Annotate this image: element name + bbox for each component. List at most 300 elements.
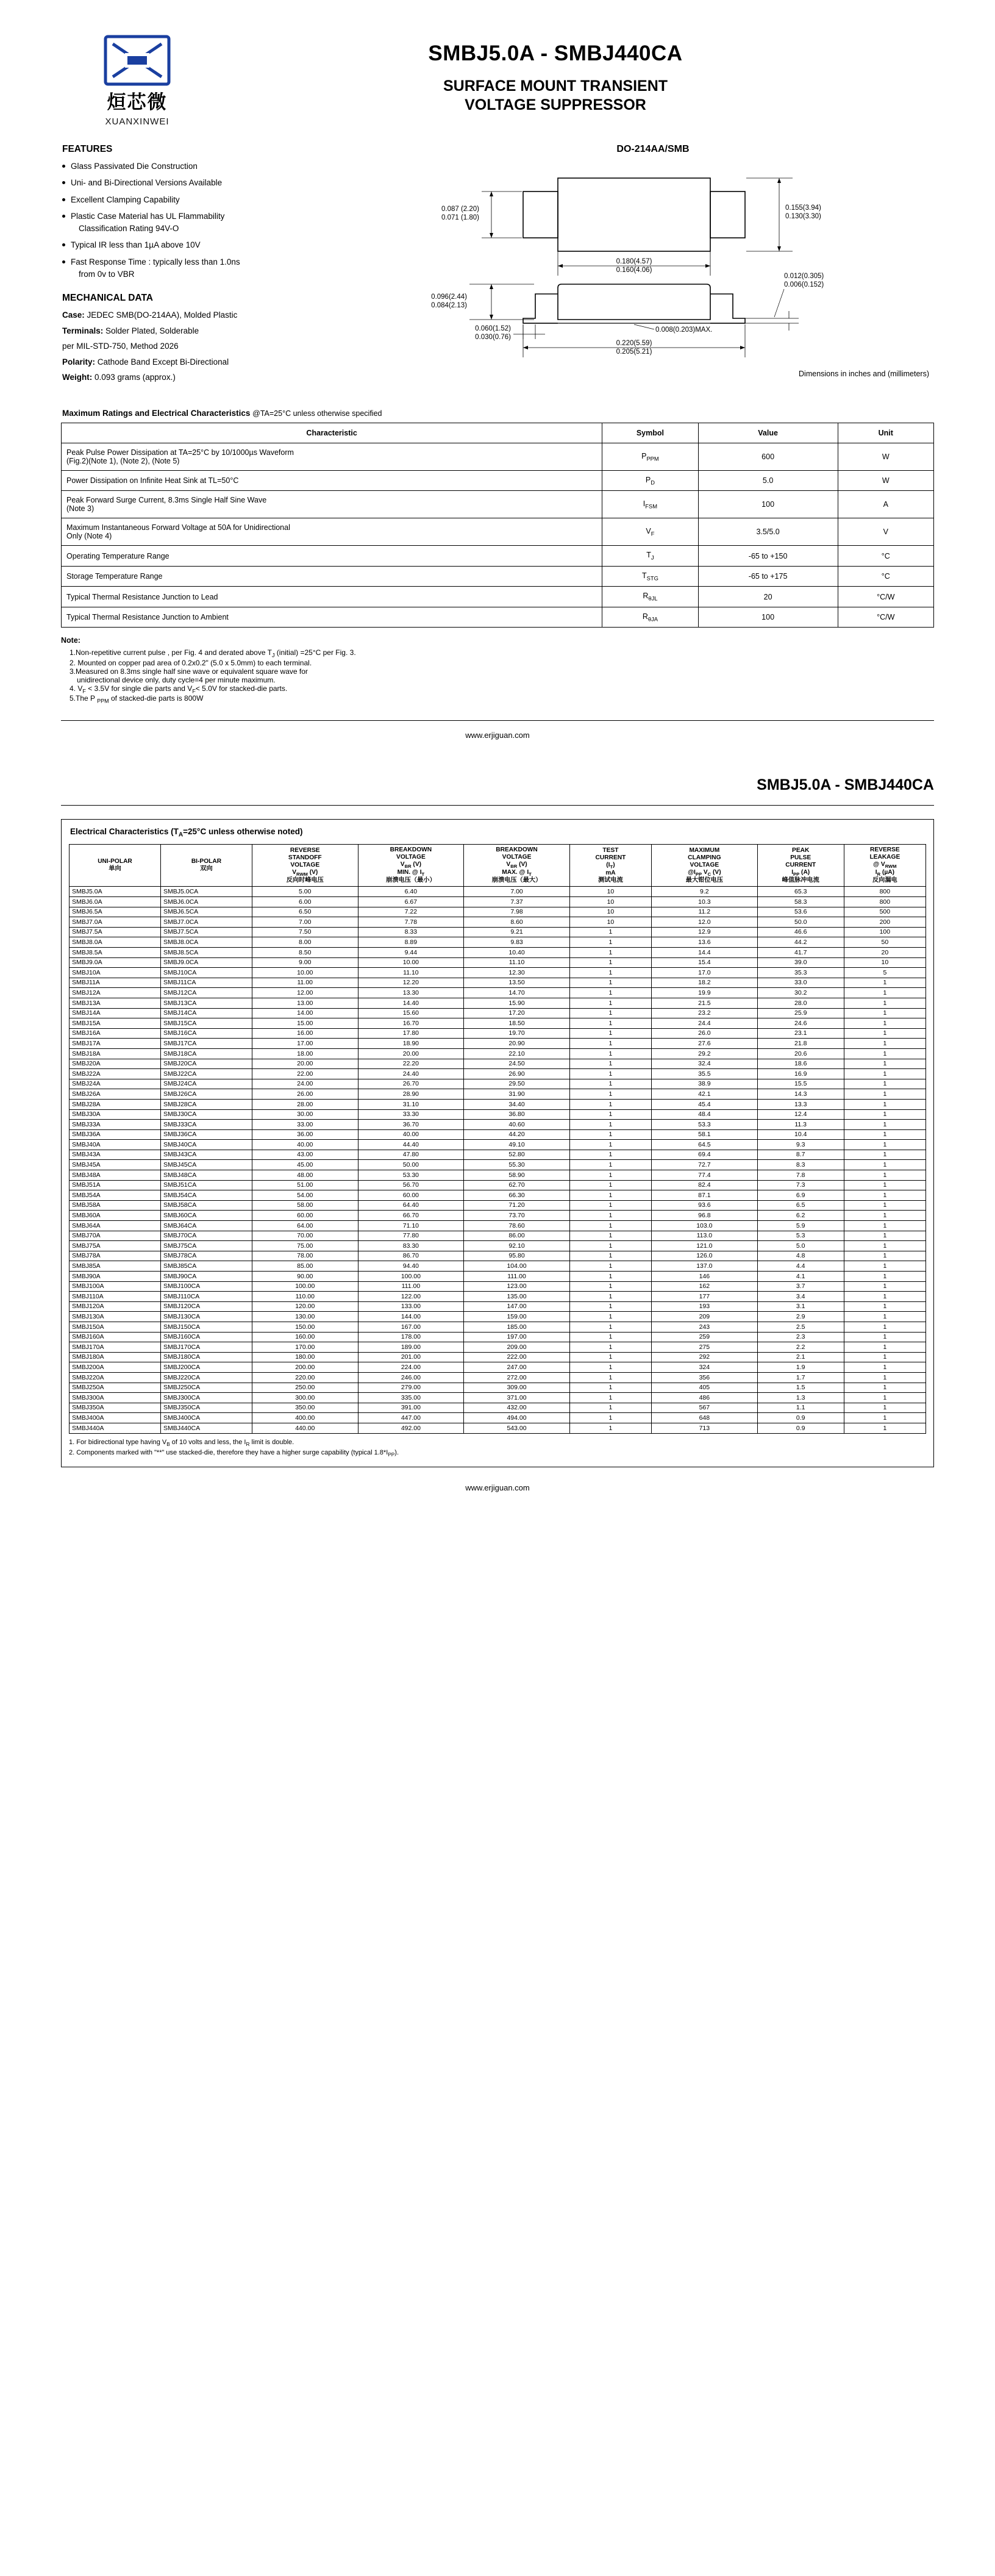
cell-value: 1: [569, 1272, 651, 1282]
cell-value: 126.0: [652, 1251, 758, 1261]
cell-value: 19.70: [464, 1028, 570, 1039]
cell-value: 1: [844, 1301, 925, 1312]
cell-value: 12.9: [652, 927, 758, 937]
cell-value: 1: [569, 1099, 651, 1109]
cell-bi-polar: SMBJ160CA: [160, 1332, 252, 1342]
cell-bi-polar: SMBJ33CA: [160, 1120, 252, 1130]
cell-value: 200: [844, 917, 925, 928]
cell-value: 29.50: [464, 1079, 570, 1089]
cell-value: 71.10: [358, 1221, 464, 1231]
cell-value: 224.00: [358, 1362, 464, 1373]
table-header-row: [70, 845, 926, 887]
cell-value: 38.9: [652, 1079, 758, 1089]
table-row: [70, 1403, 926, 1413]
features-heading: FEATURES: [62, 144, 113, 154]
cell-value: 9.21: [464, 927, 570, 937]
cell-value: 87.1: [652, 1190, 758, 1201]
cell-value: 60.00: [358, 1190, 464, 1201]
cell-uni-polar: SMBJ14A: [70, 1008, 161, 1018]
cell-value: 70.00: [252, 1231, 358, 1241]
cell-value: 1: [569, 1231, 651, 1241]
cell-value: 146: [652, 1272, 758, 1282]
features-section: [61, 144, 354, 388]
cell-value: 1: [844, 1423, 925, 1433]
cell-value: 1: [569, 968, 651, 978]
cell-bi-polar: SMBJ64CA: [160, 1221, 252, 1231]
table-row: [70, 937, 926, 948]
cell-value: 1.5: [757, 1383, 844, 1393]
cell-value: 7.78: [358, 917, 464, 928]
svg-text:0.130(3.30): 0.130(3.30): [785, 213, 821, 220]
cell-value: 324: [652, 1362, 758, 1373]
datasheet-page-2: [0, 740, 995, 1492]
cell-value: 201.00: [358, 1352, 464, 1362]
cell-value: 1: [569, 1150, 651, 1160]
cell-value: 1: [569, 1332, 651, 1342]
cell-characteristic: Peak Pulse Power Dissipation at TA=25°C by 10/1000µs Waveform (Fig.2)(Note 1), (Note 2), (Note 5): [62, 443, 602, 470]
cell-value: 3.4: [757, 1292, 844, 1302]
cell-value: 1: [844, 1332, 925, 1342]
mechanical-row: [62, 326, 354, 337]
cell-characteristic: Power Dissipation on Infinite Heat Sink at TL=50°C: [62, 470, 602, 491]
cell-value: 40.00: [252, 1140, 358, 1150]
cell-uni-polar: SMBJ8.5A: [70, 948, 161, 958]
cell-value: 43.00: [252, 1150, 358, 1160]
cell-value: 20: [698, 587, 838, 607]
mechanical-label: Case:: [62, 310, 85, 320]
cell-characteristic: Operating Temperature Range: [62, 546, 602, 567]
cell-value: 64.00: [252, 1221, 358, 1231]
cell-value: 1: [844, 1099, 925, 1109]
cell-uni-polar: SMBJ12A: [70, 988, 161, 998]
cell-value: 1: [569, 1301, 651, 1312]
cell-value: 50: [844, 937, 925, 948]
cell-value: 18.2: [652, 978, 758, 988]
note-item: 4. $V_F < 3.5V$ for single die parts and $V_F< 5.0V$ for stacked-die parts.: [70, 684, 288, 695]
cell-value: 7.22: [358, 907, 464, 917]
table-row: [70, 1129, 926, 1140]
cell-value: 17.00: [252, 1039, 358, 1049]
package-drawing-section: [354, 144, 934, 388]
cell-value: 50.00: [358, 1160, 464, 1170]
table-row: [70, 1018, 926, 1029]
cell-value: 53.3: [652, 1120, 758, 1130]
table-row: [62, 546, 934, 567]
cell-bi-polar: SMBJ12CA: [160, 988, 252, 998]
cell-value: 17.20: [464, 1008, 570, 1018]
cell-value: 8.60: [464, 917, 570, 928]
cell-value: 64.40: [358, 1200, 464, 1211]
cell-value: 1.1: [757, 1403, 844, 1413]
table-row: [70, 1372, 926, 1383]
svg-text:0.008(0.203)MAX.: 0.008(0.203)MAX.: [655, 326, 713, 334]
cell-value: 275: [652, 1342, 758, 1353]
cell-symbol: $V_F$: [602, 518, 698, 546]
cell-value: 104.00: [464, 1261, 570, 1272]
table-row: [70, 1342, 926, 1353]
cell-value: 3.5/5.0: [698, 518, 838, 546]
table-row: [62, 518, 934, 546]
cell-value: 53.30: [358, 1170, 464, 1181]
cell-value: 177: [652, 1292, 758, 1302]
cell-uni-polar: SMBJ7.0A: [70, 917, 161, 928]
cell-uni-polar: SMBJ110A: [70, 1292, 161, 1302]
cell-bi-polar: SMBJ78CA: [160, 1251, 252, 1261]
cell-bi-polar: SMBJ9.0CA: [160, 957, 252, 968]
cell-value: 17.0: [652, 968, 758, 978]
cell-uni-polar: SMBJ85A: [70, 1261, 161, 1272]
table-row: [70, 1301, 926, 1312]
cell-value: 50.0: [757, 917, 844, 928]
cell-value: 12.0: [652, 917, 758, 928]
cell-unit: °C: [838, 566, 933, 587]
note-item: unidirectional device only, duty cycle=4 per minute maximum.: [77, 675, 276, 684]
mechanical-label: Polarity:: [62, 357, 96, 367]
cell-value: 1: [844, 1028, 925, 1039]
cell-bi-polar: SMBJ250CA: [160, 1383, 252, 1393]
cell-uni-polar: SMBJ9.0A: [70, 957, 161, 968]
cell-value: 2.3: [757, 1332, 844, 1342]
cell-value: 36.00: [252, 1129, 358, 1140]
cell-value: 8.33: [358, 927, 464, 937]
cell-value: 4.4: [757, 1261, 844, 1272]
package-outline-drawing: [372, 165, 934, 366]
cell-value: 18.90: [358, 1039, 464, 1049]
cell-value: 40.00: [358, 1129, 464, 1140]
mechanical-row: [62, 357, 354, 368]
cell-value: 100.00: [252, 1281, 358, 1292]
cell-value: 10.00: [358, 957, 464, 968]
cell-value: 1: [569, 1393, 651, 1403]
cell-unit: W: [838, 443, 933, 470]
cell-value: 34.40: [464, 1099, 570, 1109]
cell-value: 1: [844, 1221, 925, 1231]
cell-value: 209: [652, 1312, 758, 1322]
mechanical-row: [62, 310, 354, 321]
cell-value: 1: [844, 1352, 925, 1362]
cell-value: 41.7: [757, 948, 844, 958]
cell-value: 1: [844, 1393, 925, 1403]
table-row: [70, 1413, 926, 1423]
cell-value: 56.70: [358, 1180, 464, 1190]
cell-value: 1: [844, 1200, 925, 1211]
col-reverse-leakage: REVERSE LEAKAGE @ $V_{RWM}$ $I_R$ (µA) 反向漏电: [844, 845, 925, 887]
cell-value: 1: [569, 1403, 651, 1413]
table-row: [70, 1048, 926, 1059]
cell-value: 500: [844, 907, 925, 917]
table-row: [70, 1150, 926, 1160]
cell-value: 20.00: [252, 1059, 358, 1069]
cell-value: -65 to +175: [698, 566, 838, 587]
cell-value: 7.37: [464, 897, 570, 907]
cell-value: 2.2: [757, 1342, 844, 1353]
table-row: [70, 897, 926, 907]
cell-uni-polar: SMBJ75A: [70, 1241, 161, 1251]
cell-value: 1: [569, 1018, 651, 1029]
cell-value: 92.10: [464, 1241, 570, 1251]
cell-value: 31.10: [358, 1099, 464, 1109]
title-block: [213, 33, 934, 115]
cell-value: 1: [569, 927, 651, 937]
mechanical-value: 0.093 grams (approx.): [92, 373, 176, 382]
table-row: [62, 491, 934, 518]
cell-value: 65.3: [757, 887, 844, 897]
cell-bi-polar: SMBJ170CA: [160, 1342, 252, 1353]
cell-value: 10.4: [757, 1129, 844, 1140]
cell-value: 20: [844, 948, 925, 958]
cell-symbol: $P_D$: [602, 470, 698, 491]
cell-value: 33.30: [358, 1109, 464, 1120]
ratings-title-note: @TA=25°C unless otherwise specified: [252, 409, 382, 418]
cell-value: 1: [569, 1079, 651, 1089]
cell-value: 1: [569, 1120, 651, 1130]
cell-uni-polar: SMBJ11A: [70, 978, 161, 988]
table-row: [70, 1028, 926, 1039]
list-item: Typical IR less than 1µA above 10V: [61, 240, 354, 250]
cell-value: 24.4: [652, 1018, 758, 1029]
cell-value: 29.2: [652, 1048, 758, 1059]
table-row: [70, 1160, 926, 1170]
cell-bi-polar: SMBJ26CA: [160, 1089, 252, 1100]
cell-value: 7.00: [464, 887, 570, 897]
cell-bi-polar: SMBJ13CA: [160, 998, 252, 1008]
cell-value: 31.90: [464, 1089, 570, 1100]
cell-value: 1: [569, 1028, 651, 1039]
cell-value: 10.3: [652, 897, 758, 907]
cell-value: 24.40: [358, 1069, 464, 1079]
cell-value: 120.00: [252, 1301, 358, 1312]
cell-value: 36.70: [358, 1120, 464, 1130]
cell-value: 1: [844, 1048, 925, 1059]
cell-value: 21.5: [652, 998, 758, 1008]
cell-value: 39.0: [757, 957, 844, 968]
table-row: [62, 607, 934, 628]
table-row: [70, 998, 926, 1008]
cell-uni-polar: SMBJ6.5A: [70, 907, 161, 917]
cell-value: 28.0: [757, 998, 844, 1008]
svg-text:0.087 (2.20): 0.087 (2.20): [441, 206, 479, 213]
col-test-current: TEST CURRENT $(I_T)$ mA 测试电流: [569, 845, 651, 887]
col-unit: Unit: [838, 423, 933, 443]
cell-value: 135.00: [464, 1292, 570, 1302]
cell-value: 48.4: [652, 1109, 758, 1120]
ec-footnotes: [69, 1439, 926, 1458]
cell-value: 272.00: [464, 1372, 570, 1383]
svg-text:0.096(2.44): 0.096(2.44): [431, 293, 467, 301]
cell-value: 96.8: [652, 1211, 758, 1221]
cell-value: 1: [569, 1059, 651, 1069]
cell-value: 25.9: [757, 1008, 844, 1018]
cell-value: 20.00: [358, 1048, 464, 1059]
col-symbol: Symbol: [602, 423, 698, 443]
table-row: [70, 1059, 926, 1069]
cell-value: 86.00: [464, 1231, 570, 1241]
cell-value: 15.4: [652, 957, 758, 968]
cell-value: 93.6: [652, 1200, 758, 1211]
cell-value: 13.30: [358, 988, 464, 998]
table-row: [70, 1362, 926, 1373]
cell-value: 1: [844, 1292, 925, 1302]
cell-value: 147.00: [464, 1301, 570, 1312]
mechanical-label: Weight:: [62, 373, 93, 382]
cell-value: 21.8: [757, 1039, 844, 1049]
cell-value: 1: [844, 1241, 925, 1251]
note-item: 2. Mounted on copper pad area of 0.2x0.2" (5.0 x 5.0mm) to each terminal.: [70, 658, 312, 667]
cell-value: 1: [569, 1170, 651, 1181]
cell-value: 16.00: [252, 1028, 358, 1039]
cell-value: 150.00: [252, 1322, 358, 1332]
cell-bi-polar: SMBJ43CA: [160, 1150, 252, 1160]
cell-bi-polar: SMBJ15CA: [160, 1018, 252, 1029]
electrical-characteristics-table: [69, 844, 926, 1433]
cell-value: 22.20: [358, 1059, 464, 1069]
cell-value: 16.9: [757, 1069, 844, 1079]
cell-uni-polar: SMBJ160A: [70, 1332, 161, 1342]
cell-value: 7.3: [757, 1180, 844, 1190]
cell-value: 19.9: [652, 988, 758, 998]
cell-value: 185.00: [464, 1322, 570, 1332]
cell-uni-polar: SMBJ28A: [70, 1099, 161, 1109]
cell-value: 83.30: [358, 1241, 464, 1251]
cell-bi-polar: SMBJ6.5CA: [160, 907, 252, 917]
cell-value: 5.9: [757, 1221, 844, 1231]
cell-bi-polar: SMBJ16CA: [160, 1028, 252, 1039]
cell-value: 69.4: [652, 1150, 758, 1160]
cell-bi-polar: SMBJ36CA: [160, 1129, 252, 1140]
cell-value: 1: [844, 1059, 925, 1069]
cell-bi-polar: SMBJ120CA: [160, 1301, 252, 1312]
cell-value: 53.6: [757, 907, 844, 917]
cell-uni-polar: SMBJ17A: [70, 1039, 161, 1049]
cell-bi-polar: SMBJ24CA: [160, 1079, 252, 1089]
table-row: [70, 1272, 926, 1282]
list-item: Uni- and Bi-Directional Versions Available: [61, 177, 354, 188]
cell-bi-polar: SMBJ45CA: [160, 1160, 252, 1170]
cell-value: 1: [569, 1089, 651, 1100]
cell-bi-polar: SMBJ200CA: [160, 1362, 252, 1373]
cell-value: 12.00: [252, 988, 358, 998]
table-row: [70, 968, 926, 978]
cell-value: 12.4: [757, 1109, 844, 1120]
cell-value: 72.7: [652, 1160, 758, 1170]
cell-value: 23.1: [757, 1028, 844, 1039]
cell-value: 0.9: [757, 1423, 844, 1433]
cell-value: 10.00: [252, 968, 358, 978]
cell-value: 9.00: [252, 957, 358, 968]
table-row: [70, 1312, 926, 1322]
cell-uni-polar: SMBJ350A: [70, 1403, 161, 1413]
table-row: [70, 1251, 926, 1261]
cell-value: 14.3: [757, 1089, 844, 1100]
cell-value: 22.10: [464, 1048, 570, 1059]
cell-value: 1: [844, 1018, 925, 1029]
cell-value: 20.6: [757, 1048, 844, 1059]
cell-value: 13.3: [757, 1099, 844, 1109]
cell-uni-polar: SMBJ24A: [70, 1079, 161, 1089]
cell-value: 1: [569, 1372, 651, 1383]
cell-value: 15.60: [358, 1008, 464, 1018]
cell-value: 10: [844, 957, 925, 968]
cell-value: 405: [652, 1383, 758, 1393]
cell-uni-polar: SMBJ10A: [70, 968, 161, 978]
table-row: [70, 1039, 926, 1049]
ratings-title: [62, 409, 934, 418]
cell-uni-polar: SMBJ18A: [70, 1048, 161, 1059]
cell-value: 24.6: [757, 1018, 844, 1029]
cell-value: 1: [844, 1160, 925, 1170]
cell-value: 5.3: [757, 1231, 844, 1241]
cell-unit: °C/W: [838, 607, 933, 628]
list-item: from 0v to VBR: [79, 269, 135, 279]
list-item: Classification Rating 94V-O: [79, 224, 179, 234]
cell-value: 1: [569, 1292, 651, 1302]
cell-value: 259: [652, 1332, 758, 1342]
cell-value: 8.00: [252, 937, 358, 948]
mechanical-data-section: [61, 293, 354, 383]
cell-value: 14.00: [252, 1008, 358, 1018]
cell-value: 28.00: [252, 1099, 358, 1109]
cell-value: 15.5: [757, 1079, 844, 1089]
cell-unit: °C: [838, 546, 933, 567]
cell-value: 26.0: [652, 1028, 758, 1039]
cell-uni-polar: SMBJ30A: [70, 1109, 161, 1120]
cell-value: 1: [569, 1048, 651, 1059]
cell-value: 15.00: [252, 1018, 358, 1029]
cell-value: 350.00: [252, 1403, 358, 1413]
cell-uni-polar: SMBJ440A: [70, 1423, 161, 1433]
cell-characteristic: Storage Temperature Range: [62, 566, 602, 587]
cell-value: 66.30: [464, 1190, 570, 1201]
cell-uni-polar: SMBJ70A: [70, 1231, 161, 1241]
table-row: [70, 1332, 926, 1342]
cell-value: 2.1: [757, 1352, 844, 1362]
cell-value: 1: [844, 1129, 925, 1140]
cell-value: 1: [569, 1190, 651, 1201]
col-uni-polar: UNI-POLAR 单向: [70, 845, 161, 887]
page2-title: SMBJ5.0A - SMBJ440CA: [757, 776, 934, 793]
cell-unit: A: [838, 491, 933, 518]
cell-value: 1: [569, 988, 651, 998]
table-row: [62, 443, 934, 470]
mechanical-row: [62, 341, 354, 352]
cell-value: 10: [569, 897, 651, 907]
cell-value: 1: [569, 1129, 651, 1140]
cell-uni-polar: SMBJ78A: [70, 1251, 161, 1261]
cell-value: 1: [844, 978, 925, 988]
mechanical-row: [62, 372, 354, 383]
cell-bi-polar: SMBJ54CA: [160, 1190, 252, 1201]
cell-value: 1: [569, 948, 651, 958]
svg-text:0.012(0.305): 0.012(0.305): [784, 273, 824, 280]
cell-value: 64.5: [652, 1140, 758, 1150]
cell-value: 27.6: [652, 1039, 758, 1049]
cell-value: 1: [844, 1272, 925, 1282]
product-subtitle-line2: VOLTAGE SUPPRESSOR: [465, 96, 646, 114]
cell-value: 1: [569, 1362, 651, 1373]
cell-value: 2.5: [757, 1322, 844, 1332]
cell-value: 160.00: [252, 1332, 358, 1342]
cell-value: 28.90: [358, 1089, 464, 1100]
cell-value: 193: [652, 1301, 758, 1312]
cell-value: 1: [844, 1403, 925, 1413]
cell-value: 494.00: [464, 1413, 570, 1423]
cell-value: 1: [569, 1211, 651, 1221]
cell-bi-polar: SMBJ100CA: [160, 1281, 252, 1292]
cell-value: 130.00: [252, 1312, 358, 1322]
notes-heading: Note:: [61, 636, 80, 645]
cell-value: 1: [569, 937, 651, 948]
cell-value: 180.00: [252, 1352, 358, 1362]
